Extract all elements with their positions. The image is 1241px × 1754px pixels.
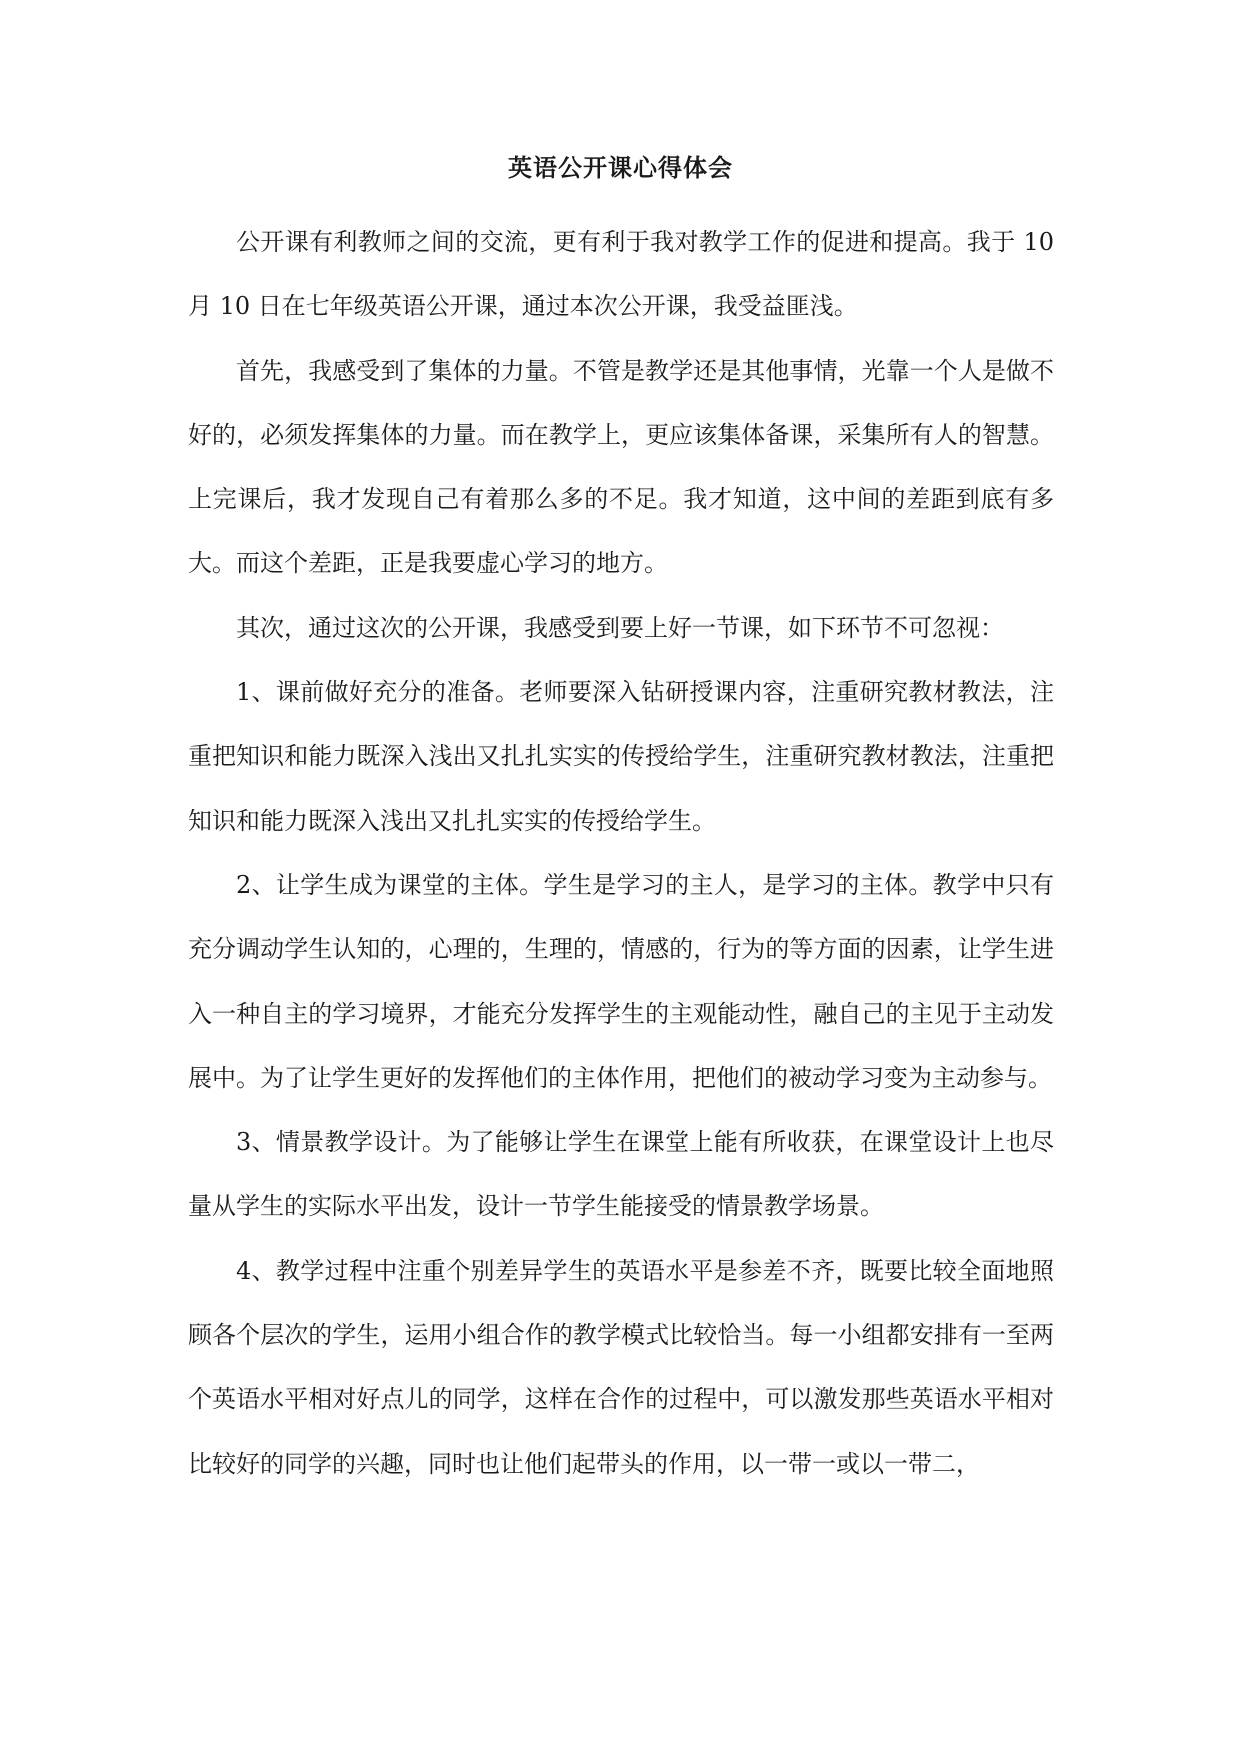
paragraph-first: 首先，我感受到了集体的力量。不管是教学还是其他事情，光靠一个人是做不好的，必须发挥集体的力量。而在教学上，更应该集体备课，采集所有人的智慧。上完课后，我才发现自己有着那么多的不足。我才知道，这中间的差距到底有多大。而这个差距，正是我要虚心学习的地方。 — [188, 356, 1054, 578]
paragraph-point-4: 4、教学过程中注重个别差异学生的英语水平是参差不齐，既要比较全面地照顾各个层次的学生，运用小组合作的教学模式比较恰当。每一小组都安排有一至两个英语水平相对好点儿的同学，这样在合作的过程中，可以激发那些英语水平相对比较好的同学的兴趣，同时也让他们起带头的作用，以一带一或以一带二， — [188, 1256, 1054, 1478]
paragraph-point-1: 1、课前做好充分的准备。老师要深入钻研授课内容，注重研究教材教法，注重把知识和能力既深入浅出又扎扎实实的传授给学生，注重研究教材教法，注重把知识和能力既深入浅出又扎扎实实的传授给学生。 — [188, 678, 1054, 835]
paragraph-second: 其次，通过这次的公开课，我感受到要上好一节课，如下环节不可忽视： — [236, 613, 1004, 642]
document-body — [188, 210, 1054, 1496]
paragraph-point-2: 2、让学生成为课堂的主体。学生是学习的主人，是学习的主体。教学中只有充分调动学生认知的，心理的，生理的，情感的，行为的等方面的因素，让学生进入一种自主的学习境界，才能充分发挥学生的主观能动性，融自己的主见于主动发展中。为了让学生更好的发挥他们的主体作用，把他们的被动学习变为主动参与。 — [188, 870, 1054, 1092]
paragraph-point-3: 3、情景教学设计。为了能够让学生在课堂上能有所收获，在课堂设计上也尽量从学生的实际水平出发，设计一节学生能接受的情景教学场景。 — [188, 1128, 1054, 1221]
document-title: 英语公开课心得体会 — [508, 153, 733, 182]
paragraph-intro: 公开课有利教师之间的交流，更有利于我对教学工作的促进和提高。我于 10 月 10 日在七年级英语公开课，通过本次公开课，我受益匪浅。 — [188, 228, 1054, 321]
